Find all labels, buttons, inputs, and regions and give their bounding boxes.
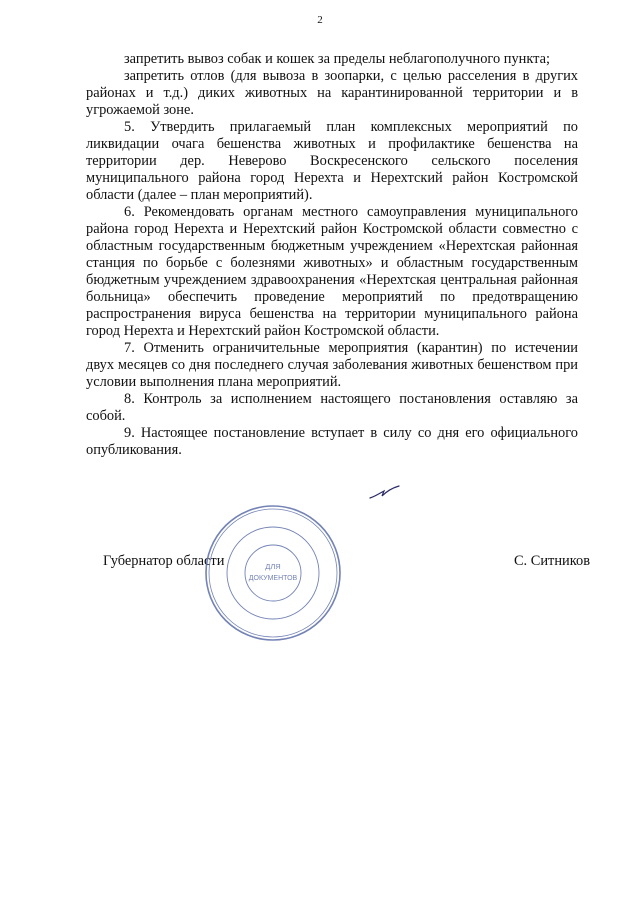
paragraph-wild-animals: запретить отлов (для вывоза в зоопарки, с целью расселения в других районах и т.д.) диких животных на карантинированной территории и в угрожаемой зоне.: [86, 68, 578, 118]
paragraph-5-approve-plan: 5. Утвердить прилагаемый план комплексных мероприятий по ликвидации очага бешенства животных и профилактике бешенства на территории дер. Неверово Воскресенского сельского поселения муниципального района город Нерехта и Нерехтский район Костромской области (далее – план мероприятий).: [86, 119, 578, 203]
document-body: [86, 51, 578, 459]
seal-outer-ring: [206, 506, 340, 640]
signatory-position: Губернатор области: [103, 553, 225, 569]
paragraph-8-control: 8. Контроль за исполнением настоящего постановления оставляю за собой.: [86, 391, 578, 424]
seal-outer-ring-inner: [209, 509, 337, 637]
seal-middle-ring: [227, 527, 319, 619]
paragraph-7-cancel-quarantine: 7. Отменить ограничительные мероприятия (карантин) по истечении двух месяцев со дня последнего случая заболевания животных бешенством при условии выполнения плана мероприятий.: [86, 340, 578, 390]
page-number: 2: [317, 14, 323, 26]
paragraph-9-effect: 9. Настоящее постановление вступает в силу со дня его официального опубликования.: [86, 425, 578, 458]
seal-inner-ring: [245, 545, 301, 601]
paragraph-6-recommend: 6. Рекомендовать органам местного самоуправления муниципального района город Нерехта и Нерехтский район Костромской области совместно с областным государственным бюджетным учреждением «Нерехтская районная станция по борьбе с болезнями животных» и областным государственным бюджетным учреждением здравоохранения «Нерехтская центральная районная больница» обеспечить проведение мероприятий по предотвращению распространения вируса бешенства на территории муниципального района город Нерехта и Нерехтский район Костромской области.: [86, 204, 578, 339]
signatory-name: С. Ситников: [513, 553, 590, 569]
seal-center-line-2: ДОКУМЕНТОВ: [248, 575, 298, 582]
official-seal: [203, 503, 343, 643]
seal-center-line-1: ДЛЯ: [265, 562, 281, 571]
paragraph-dogs-cats: запретить вывоз собак и кошек за пределы неблагополучного пункта;: [124, 51, 551, 67]
handwritten-signature: [368, 484, 402, 502]
